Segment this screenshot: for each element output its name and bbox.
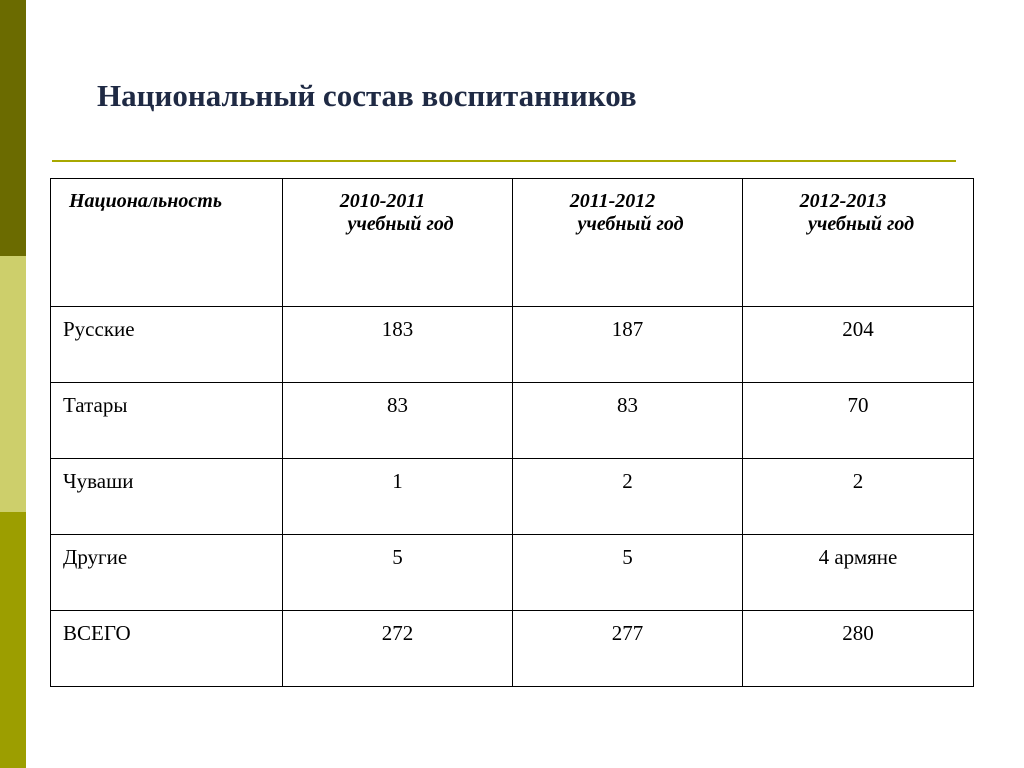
table-cell: 2 [513,459,743,535]
row-label: ВСЕГО [51,611,283,687]
table-cell: 204 [743,307,974,383]
title-divider [52,160,956,162]
row-label: Другие [51,535,283,611]
header-year-period: 2011-2012 [569,190,656,212]
table-row-total [51,611,974,687]
table-row [51,535,974,611]
table-cell: 5 [283,535,513,611]
header-nationality: Национальность [51,179,283,307]
table-row [51,307,974,383]
table-cell: 70 [743,383,974,459]
table-cell: 4 армяне [743,535,974,611]
header-year-label: учебный год [577,213,684,235]
row-label: Русские [51,307,283,383]
decorative-stripe-middle [0,256,26,512]
header-year-period: 2010-2011 [339,190,426,212]
header-year-period: 2012-2013 [799,190,887,212]
header-year-2012-2013 [743,179,974,307]
table-row [51,459,974,535]
table-row [51,383,974,459]
slide-title: Национальный состав воспитанников [97,78,637,113]
decorative-stripe-top [0,0,26,256]
table-cell: 187 [513,307,743,383]
table-cell: 5 [513,535,743,611]
table-header-row [51,179,974,307]
header-year-2010-2011 [283,179,513,307]
row-label: Чуваши [51,459,283,535]
table-cell: 1 [283,459,513,535]
header-year-2011-2012 [513,179,743,307]
table-cell: 183 [283,307,513,383]
table-cell: 272 [283,611,513,687]
table-cell: 2 [743,459,974,535]
nationality-table [50,178,974,687]
table-cell: 83 [283,383,513,459]
table-cell: 277 [513,611,743,687]
decorative-stripe-bottom [0,512,26,768]
table-cell: 83 [513,383,743,459]
header-year-label: учебный год [807,213,915,235]
table-cell: 280 [743,611,974,687]
header-year-label: учебный год [347,213,454,235]
row-label: Татары [51,383,283,459]
